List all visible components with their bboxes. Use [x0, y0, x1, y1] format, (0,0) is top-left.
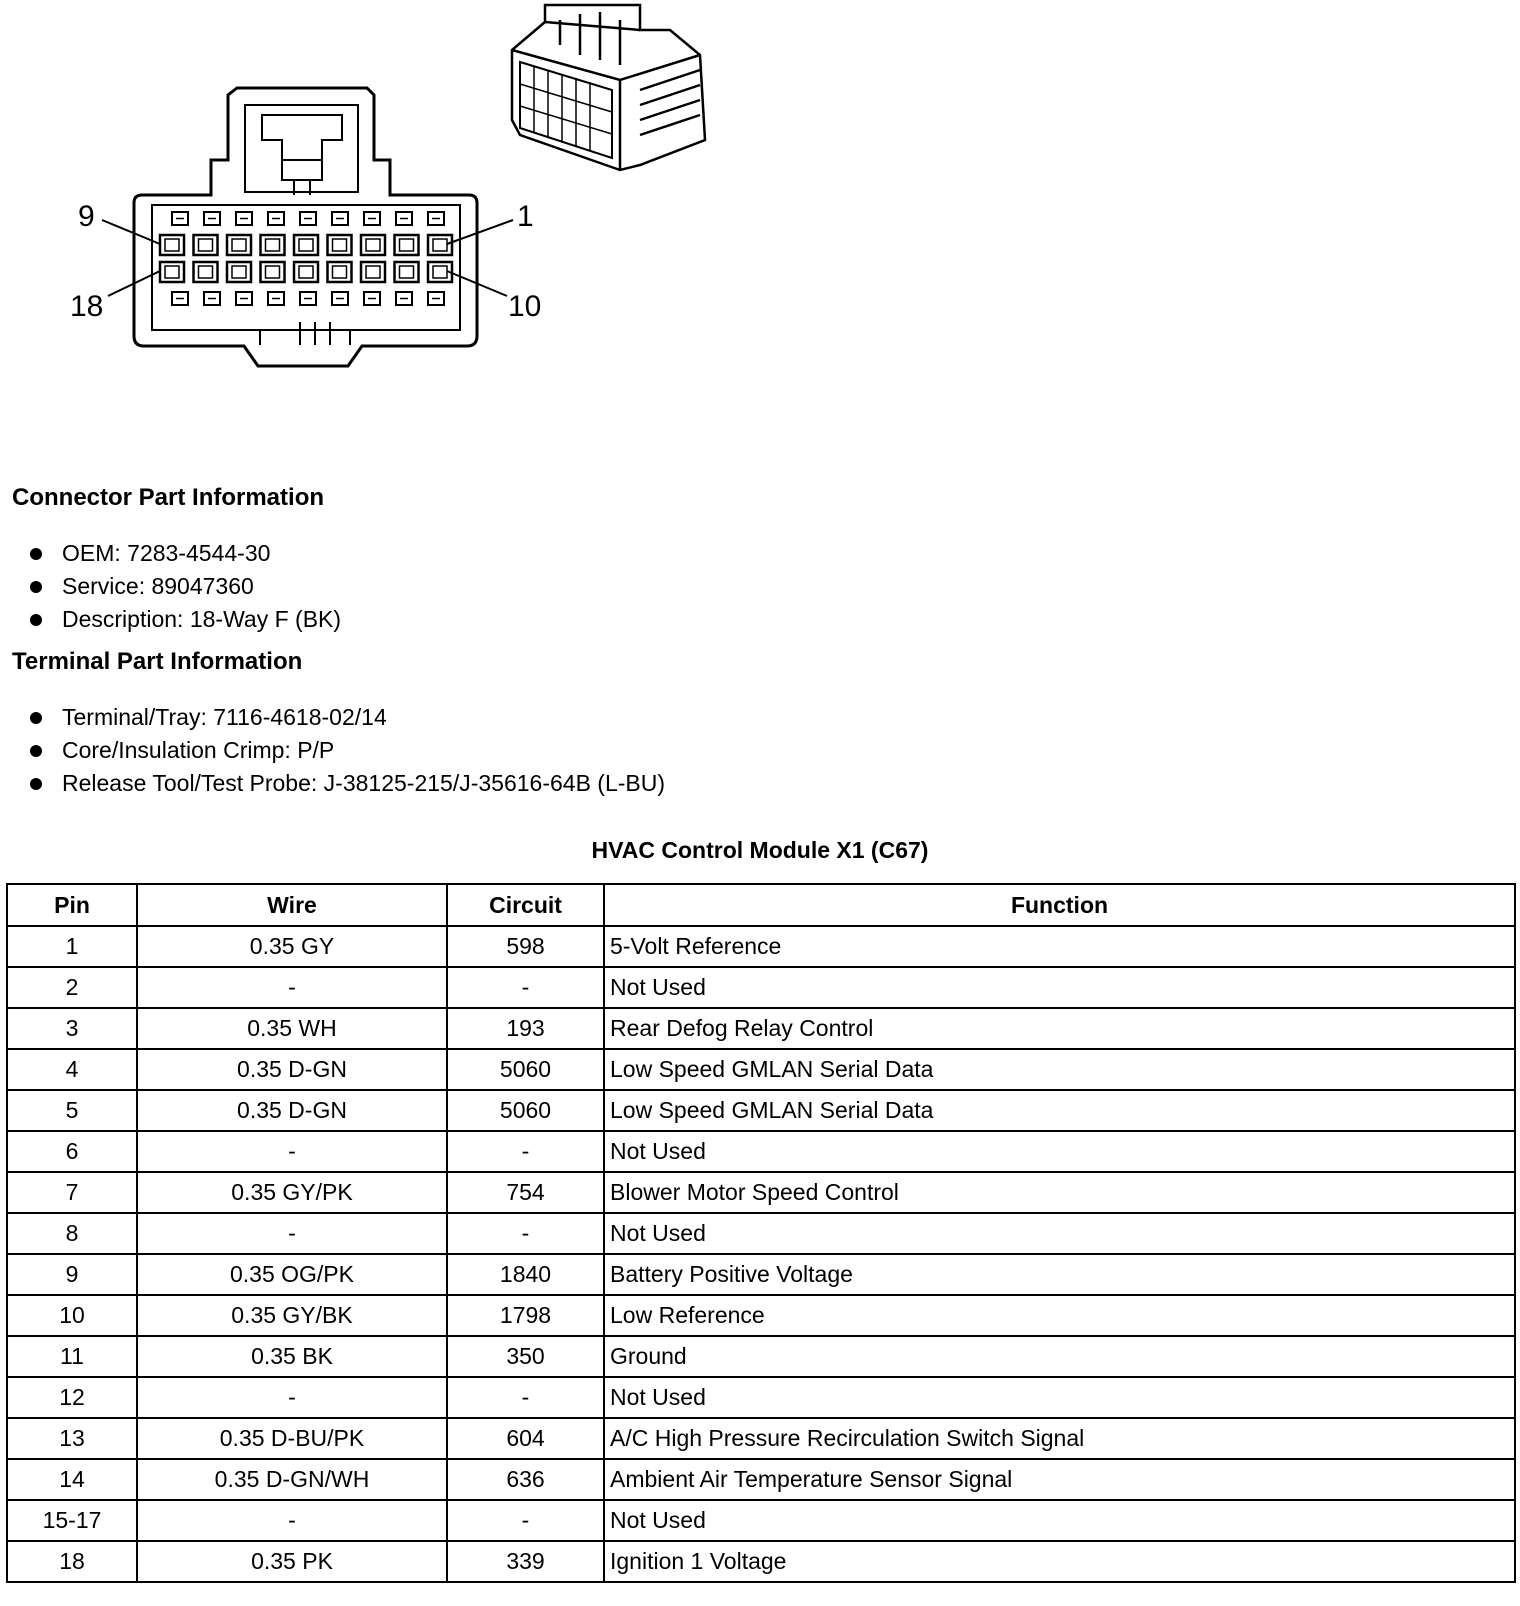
wire-cell: - [137, 1377, 447, 1418]
bullet-icon [30, 581, 42, 593]
function-cell: Ground [604, 1336, 1515, 1377]
wire-cell: 0.35 D-BU/PK [137, 1418, 447, 1459]
wire-cell: 0.35 D-GN/WH [137, 1459, 447, 1500]
column-header-pin: Pin [7, 884, 137, 926]
circuit-cell: 350 [447, 1336, 604, 1377]
small-terminal [236, 292, 252, 305]
table-row [7, 1541, 1515, 1582]
table-row [7, 1336, 1515, 1377]
wire-cell: 0.35 PK [137, 1541, 447, 1582]
function-cell: A/C High Pressure Recirculation Switch Signal [604, 1418, 1515, 1459]
function-cell: Ignition 1 Voltage [604, 1541, 1515, 1582]
terminal-cavity [261, 235, 285, 255]
pin-cell: 5 [7, 1090, 137, 1131]
table-row [7, 1500, 1515, 1541]
small-terminal [300, 292, 316, 305]
wire-cell: 0.35 D-GN [137, 1090, 447, 1131]
circuit-cell: - [447, 1377, 604, 1418]
small-terminal [204, 212, 220, 225]
wire-cell: 0.35 D-GN [137, 1049, 447, 1090]
connector-face-outline [134, 88, 477, 366]
pin-label-10: 10 [508, 290, 542, 323]
column-header-function: Function [604, 884, 1515, 926]
pin-cell: 6 [7, 1131, 137, 1172]
function-cell: Not Used [604, 1131, 1515, 1172]
small-terminal [364, 212, 380, 225]
function-cell: Not Used [604, 967, 1515, 1008]
pinout-table [6, 883, 1516, 1583]
list-item: Service: 89047360 [30, 570, 341, 603]
function-cell: 5-Volt Reference [604, 926, 1515, 967]
circuit-cell: 193 [447, 1008, 604, 1049]
circuit-cell: 636 [447, 1459, 604, 1500]
circuit-cell: 604 [447, 1418, 604, 1459]
small-terminal [172, 212, 188, 225]
bullet-icon [30, 712, 42, 724]
circuit-cell: - [447, 1131, 604, 1172]
table-row [7, 1172, 1515, 1213]
wire-cell: - [137, 967, 447, 1008]
cavity-row-2 [160, 262, 452, 282]
pin-cell: 4 [7, 1049, 137, 1090]
small-terminal [268, 292, 284, 305]
terminal-cavity [261, 262, 285, 282]
circuit-cell: 598 [447, 926, 604, 967]
table-row [7, 1377, 1515, 1418]
circuit-cell: 754 [447, 1172, 604, 1213]
table-row [7, 967, 1515, 1008]
circuit-cell: 339 [447, 1541, 604, 1582]
wire-cell: 0.35 OG/PK [137, 1254, 447, 1295]
list-item: Release Tool/Test Probe: J-38125-215/J-35616-64B (L-BU) [30, 767, 665, 800]
terminal-cavity [227, 262, 251, 282]
terminal-cavity [328, 235, 352, 255]
connector-part-list [30, 537, 341, 636]
pin-label-9: 9 [78, 200, 95, 233]
circuit-cell: 1840 [447, 1254, 604, 1295]
bottom-key [260, 322, 350, 345]
small-terminal [428, 212, 444, 225]
bullet-icon [30, 614, 42, 626]
pin-cell: 14 [7, 1459, 137, 1500]
table-row [7, 926, 1515, 967]
small-terminal [428, 292, 444, 305]
bullet-icon [30, 745, 42, 757]
column-header-circuit: Circuit [447, 884, 604, 926]
wire-cell: 0.35 GY [137, 926, 447, 967]
wire-cell: 0.35 GY/BK [137, 1295, 447, 1336]
terminal-cavity [328, 262, 352, 282]
terminal-cavity [227, 235, 251, 255]
table-row [7, 1131, 1515, 1172]
bullet-icon [30, 778, 42, 790]
bullet-icon [30, 548, 42, 560]
terminal-cavity [160, 235, 184, 255]
small-terminal [364, 292, 380, 305]
circuit-cell: - [447, 1500, 604, 1541]
table-row [7, 1459, 1515, 1500]
pin-label-18: 18 [70, 290, 104, 323]
terminal-cavity [395, 235, 419, 255]
leader-line-1 [447, 220, 513, 244]
small-terminal [332, 292, 348, 305]
terminal-part-title: Terminal Part Information [12, 648, 303, 675]
wire-cell: - [137, 1131, 447, 1172]
list-item: OEM: 7283-4544-30 [30, 537, 341, 570]
pin-cell: 18 [7, 1541, 137, 1582]
table-row [7, 1049, 1515, 1090]
terminal-cavity [160, 262, 184, 282]
list-item: Description: 18-Way F (BK) [30, 603, 341, 636]
small-terminal [300, 212, 316, 225]
small-terminal [396, 292, 412, 305]
small-terminal [236, 212, 252, 225]
small-terminal-row-top [172, 212, 444, 225]
pin-cell: 13 [7, 1418, 137, 1459]
wire-cell: 0.35 GY/PK [137, 1172, 447, 1213]
function-cell: Not Used [604, 1213, 1515, 1254]
table-row [7, 1008, 1515, 1049]
circuit-cell: 5060 [447, 1049, 604, 1090]
terminal-cavity [294, 262, 318, 282]
terminal-cavity [361, 235, 385, 255]
function-cell: Ambient Air Temperature Sensor Signal [604, 1459, 1515, 1500]
wire-cell: 0.35 WH [137, 1008, 447, 1049]
circuit-cell: - [447, 1213, 604, 1254]
list-item: Terminal/Tray: 7116-4618-02/14 [30, 701, 665, 734]
function-cell: Low Speed GMLAN Serial Data [604, 1049, 1515, 1090]
latch-tab [262, 115, 342, 180]
terminal-part-list [30, 701, 665, 800]
small-terminal [172, 292, 188, 305]
function-cell: Not Used [604, 1377, 1515, 1418]
function-cell: Blower Motor Speed Control [604, 1172, 1515, 1213]
pin-cell: 1 [7, 926, 137, 967]
pin-cell: 12 [7, 1377, 137, 1418]
table-body [7, 926, 1515, 1582]
pin-cell: 9 [7, 1254, 137, 1295]
table-row [7, 1213, 1515, 1254]
table-title: HVAC Control Module X1 (C67) [591, 837, 929, 863]
pin-cell: 7 [7, 1172, 137, 1213]
pin-cell: 2 [7, 967, 137, 1008]
small-terminal [204, 292, 220, 305]
table-row [7, 1418, 1515, 1459]
terminal-cavity [361, 262, 385, 282]
table-header-row [7, 884, 1515, 926]
function-cell: Battery Positive Voltage [604, 1254, 1515, 1295]
column-header-wire: Wire [137, 884, 447, 926]
connector-part-title: Connector Part Information [12, 484, 325, 511]
pin-label-1: 1 [517, 200, 534, 233]
circuit-cell: 5060 [447, 1090, 604, 1131]
connector-diagram [0, 0, 760, 400]
list-item: Core/Insulation Crimp: P/P [30, 734, 665, 767]
connector-isometric-view [512, 5, 705, 170]
small-terminal [396, 212, 412, 225]
cavity-row-1 [160, 235, 452, 255]
pin-cell: 3 [7, 1008, 137, 1049]
small-terminal [332, 212, 348, 225]
pin-cell: 15-17 [7, 1500, 137, 1541]
circuit-cell: - [447, 967, 604, 1008]
terminal-cavity [428, 235, 452, 255]
function-cell: Rear Defog Relay Control [604, 1008, 1515, 1049]
terminal-cavity [294, 235, 318, 255]
wire-cell: - [137, 1500, 447, 1541]
function-cell: Not Used [604, 1500, 1515, 1541]
terminal-cavity [395, 262, 419, 282]
pin-cell: 10 [7, 1295, 137, 1336]
terminal-cavity [194, 262, 218, 282]
table-row [7, 1254, 1515, 1295]
small-terminal-row-bottom [172, 292, 444, 305]
function-cell: Low Speed GMLAN Serial Data [604, 1090, 1515, 1131]
terminal-cavity [194, 235, 218, 255]
pin-cell: 11 [7, 1336, 137, 1377]
pin-cell: 8 [7, 1213, 137, 1254]
table-row [7, 1295, 1515, 1336]
function-cell: Low Reference [604, 1295, 1515, 1336]
circuit-cell: 1798 [447, 1295, 604, 1336]
small-terminal [268, 212, 284, 225]
wire-cell: 0.35 BK [137, 1336, 447, 1377]
wire-cell: - [137, 1213, 447, 1254]
table-row [7, 1090, 1515, 1131]
